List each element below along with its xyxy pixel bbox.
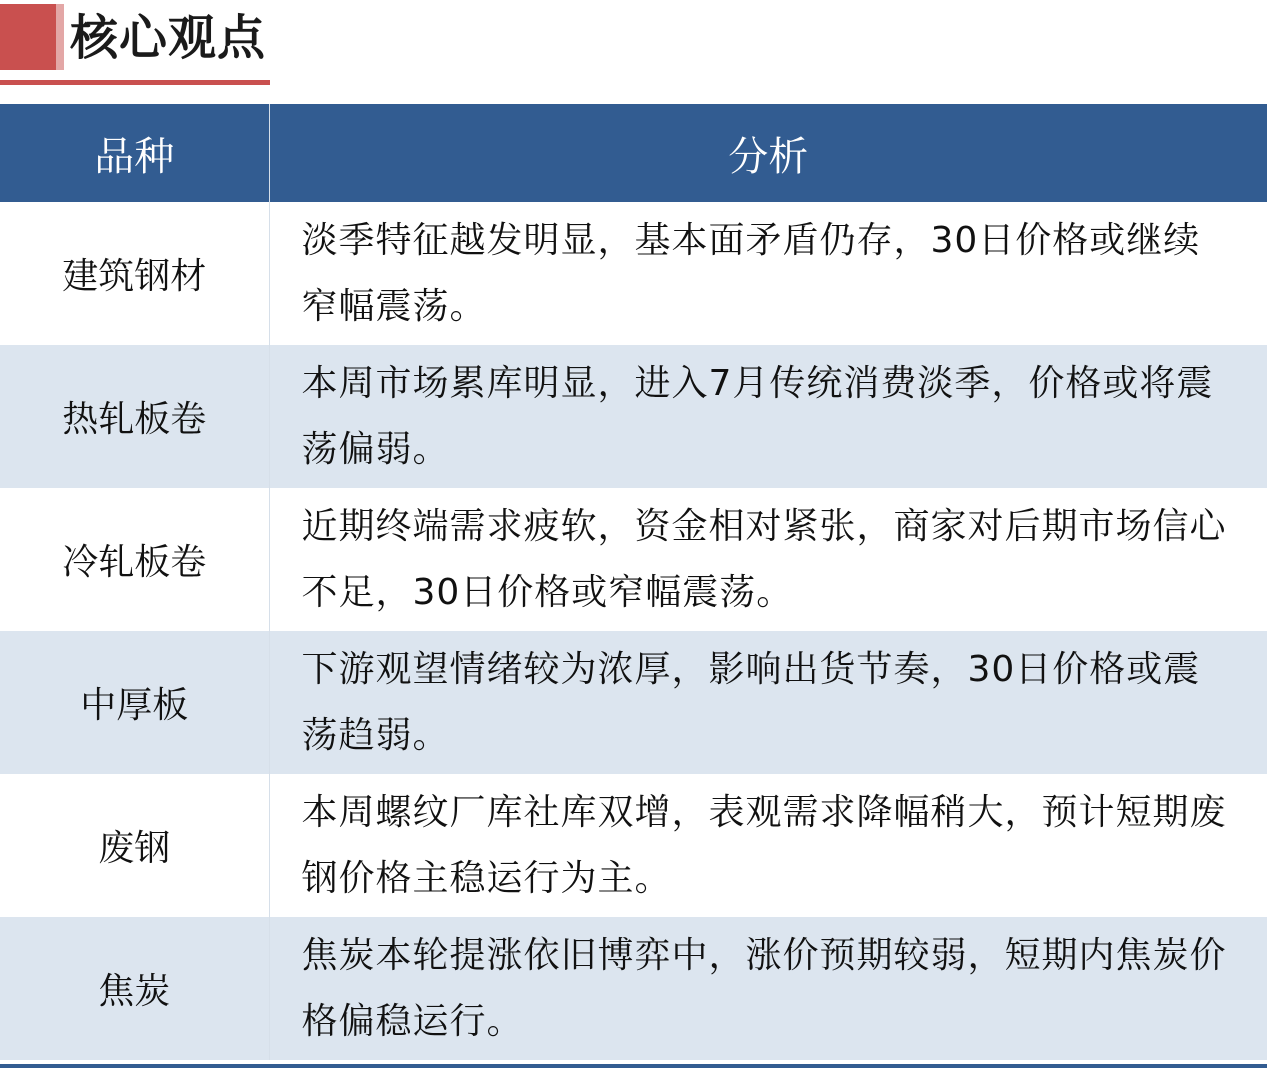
section-title: 核心观点 bbox=[70, 10, 267, 66]
table-header-row bbox=[0, 104, 1267, 202]
kind-cell: 中厚板 bbox=[0, 631, 269, 774]
header-marker-icon bbox=[0, 4, 56, 70]
table-row bbox=[0, 202, 1267, 345]
table-row bbox=[0, 917, 1267, 1060]
table-row bbox=[0, 488, 1267, 631]
analysis-cell: 近期终端需求疲软，资金相对紧张，商家对后期市场信心不足，30日价格或窄幅震荡。 bbox=[269, 488, 1267, 631]
kind-cell: 冷轧板卷 bbox=[0, 488, 269, 631]
kind-cell: 焦炭 bbox=[0, 917, 269, 1060]
column-header-kind: 品种 bbox=[0, 104, 269, 202]
analysis-cell: 本周螺纹厂库社库双增，表观需求降幅稍大，预计短期废钢价格主稳运行为主。 bbox=[269, 774, 1267, 917]
table-row bbox=[0, 345, 1267, 488]
kind-cell: 热轧板卷 bbox=[0, 345, 269, 488]
analysis-cell: 本周市场累库明显，进入7月传统消费淡季，价格或将震荡偏弱。 bbox=[269, 345, 1267, 488]
kind-cell: 建筑钢材 bbox=[0, 202, 269, 345]
analysis-cell: 焦炭本轮提涨依旧博弈中，涨价预期较弱，短期内焦炭价格偏稳运行。 bbox=[269, 917, 1267, 1060]
table-row bbox=[0, 631, 1267, 774]
analysis-cell: 淡季特征越发明显，基本面矛盾仍存，30日价格或继续窄幅震荡。 bbox=[269, 202, 1267, 345]
section-header bbox=[0, 0, 1267, 100]
table-bottom-rule bbox=[0, 1064, 1267, 1068]
analysis-cell: 下游观望情绪较为浓厚，影响出货节奏，30日价格或震荡趋弱。 bbox=[269, 631, 1267, 774]
analysis-table bbox=[0, 104, 1267, 1060]
kind-cell: 废钢 bbox=[0, 774, 269, 917]
table-row bbox=[0, 774, 1267, 917]
column-header-analysis: 分析 bbox=[269, 104, 1267, 202]
header-marker-shadow bbox=[56, 4, 64, 70]
header-underline bbox=[0, 80, 270, 85]
